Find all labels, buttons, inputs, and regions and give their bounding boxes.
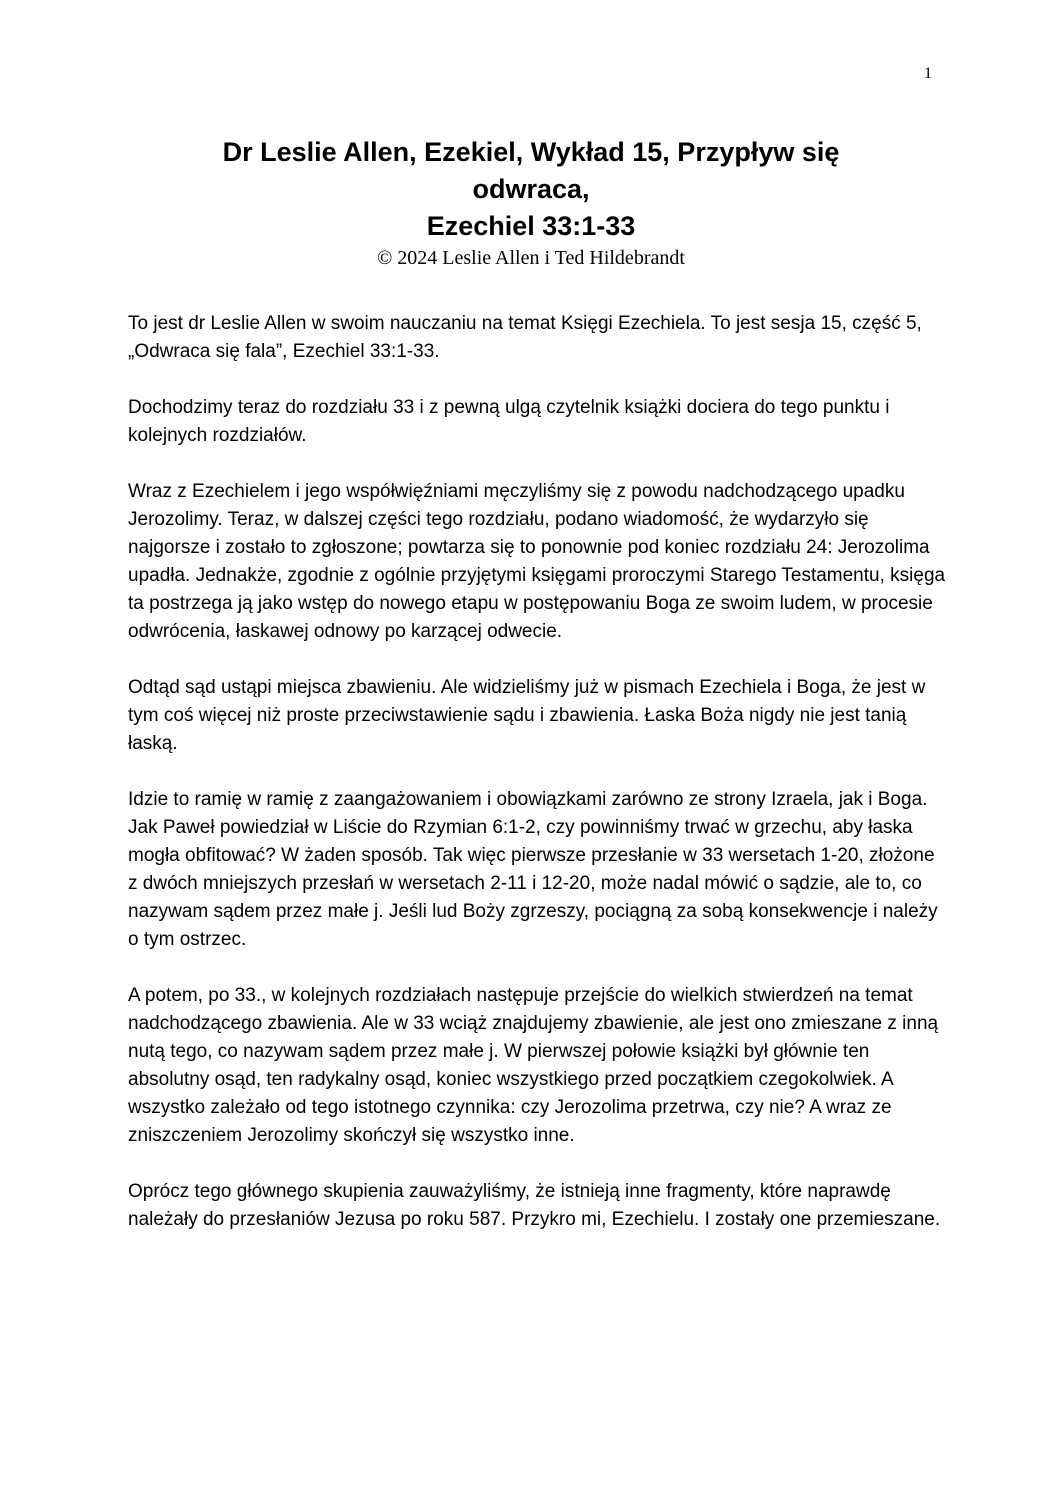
paragraph-6: A potem, po 33., w kolejnych rozdziałach następuje przejście do wielkich stwierdzeń na temat nadchodzącego zbawienia. Ale w 33 wciąż znajdujemy zbawienie, ale jest ono zmieszane z inną nutą tego, co nazywam sądem przez małe j. W pierwszej połowie książki był głównie ten absolutny osąd, ten radykalny osąd, koniec wszystkiego przed początkiem czegokolwiek. A wszystko zależało od tego istotnego czynnika: czy Jerozolima przetrwa, czy nie? A wraz ze zniszczeniem Jerozolimy skończył się wszystko inne. bbox=[128, 985, 939, 1146]
paragraph-4: Odtąd sąd ustąpi miejsca zbawieniu. Ale widzieliśmy już w pismach Ezechiela i Boga, że jest w tym coś więcej niż proste przeciwstawienie sądu i zbawienia. Łaska Boża nigdy nie jest tanią łaską. bbox=[128, 677, 926, 754]
document-body bbox=[128, 310, 948, 1262]
paragraph-7: Oprócz tego głównego skupienia zauważyliśmy, że istnieją inne fragmenty, które naprawdę należały do przesłaniów Jezusa po roku 587. Przykro mi, Ezechielu. I zostały one przemieszane. bbox=[128, 1181, 941, 1230]
title-line-2: odwraca, bbox=[472, 174, 590, 204]
document-header bbox=[128, 134, 934, 271]
paragraph-1: To jest dr Leslie Allen w swoim nauczaniu na temat Księgi Ezechiela. To jest sesja 15, część 5, „Odwraca się fala”, Ezechiel 33:1-33. bbox=[128, 313, 922, 362]
paragraph-5: Idzie to ramię w ramię z zaangażowaniem i obowiązkami zarówno ze strony Izraela, jak i Boga. Jak Paweł powiedział w Liście do Rzymian 6:1-2, czy powinniśmy trwać w grzechu, aby łaska mogła obfitować? W żaden sposób. Tak więc pierwsze przesłanie w 33 wersetach 1-20, złożone z dwóch mniejszych przesłań w wersetach 2-11 i 12-20, może nadal mówić o sądzie, ale to, co nazywam sądem przez małe j. Jeśli lud Boży zgrzeszy, pociągną za sobą konsekwencje i należy o tym ostrzec. bbox=[128, 789, 938, 950]
page-number: 1 bbox=[924, 65, 932, 82]
paragraph-2: Dochodzimy teraz do rozdziału 33 i z pewną ulgą czytelnik książki dociera do tego punktu i kolejnych rozdziałów. bbox=[128, 397, 890, 446]
title-line-3: Ezechiel 33:1-33 bbox=[426, 211, 636, 241]
title-line-1: Dr Leslie Allen, Ezekiel, Wykład 15, Przypływ się bbox=[222, 137, 840, 167]
copyright-notice: © 2024 Leslie Allen i Ted Hildebrandt bbox=[377, 247, 685, 269]
paragraph-3: Wraz z Ezechielem i jego współwięźniami męczyliśmy się z powodu nadchodzącego upadku Jerozolimy. Teraz, w dalszej części tego rozdziału, podano wiadomość, że wydarzyło się najgorsze i zostało to zgłoszone; powtarza się to ponownie pod koniec rozdziału 24: Jerozolima upadła. Jednakże, zgodnie z ogólnie przyjętymi księgami proroczymi Starego Testamentu, księga ta postrzega ją jako wstęp do nowego etapu w postępowaniu Boga ze swoim ludem, w procesie odwrócenia, łaskawej odnowy po karzącej odwecie. bbox=[128, 481, 946, 642]
